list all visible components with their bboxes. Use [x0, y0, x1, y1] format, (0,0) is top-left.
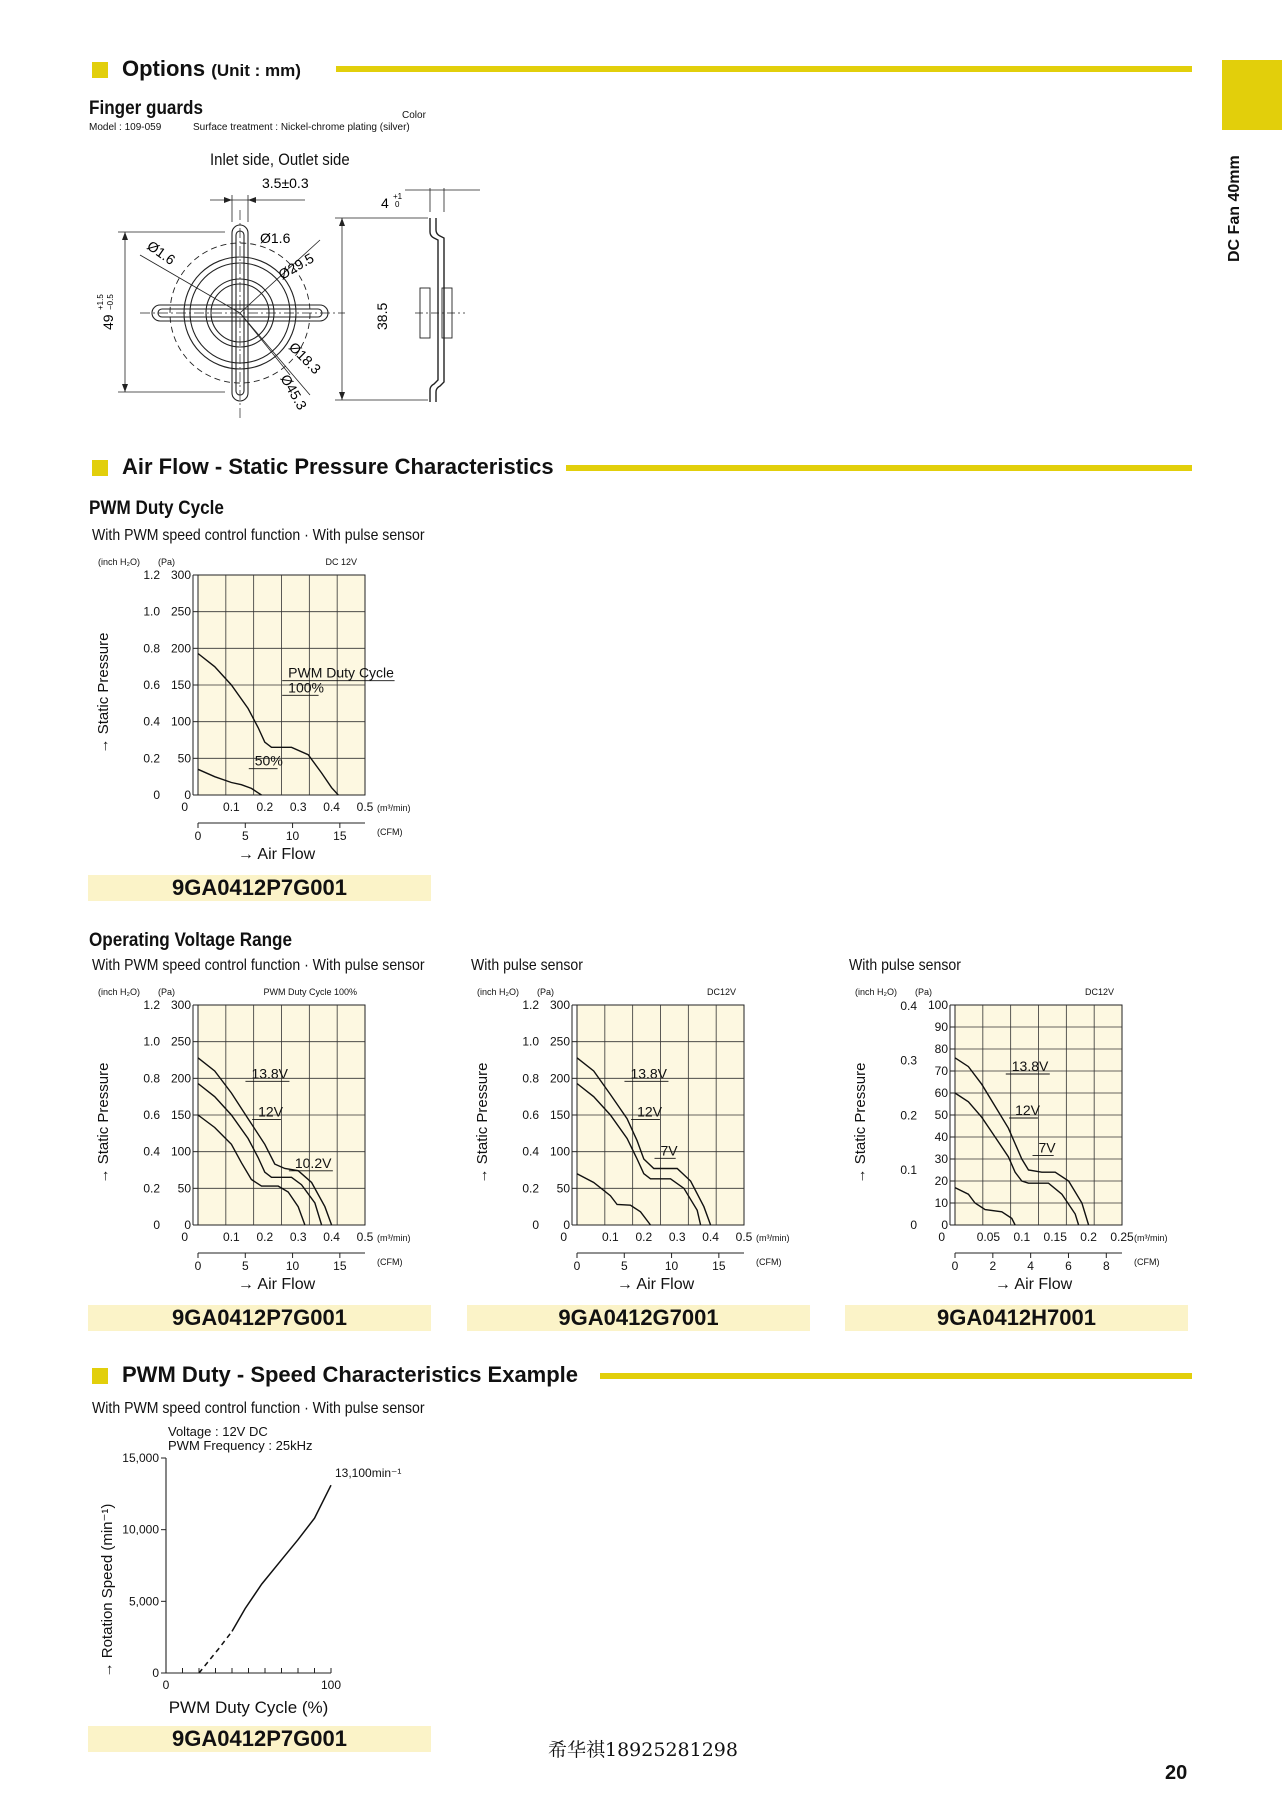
- x-tick-label: 0: [181, 800, 188, 814]
- inch-tick-label: 0.6: [522, 1108, 539, 1122]
- chart-corner-label: DC 12V: [325, 557, 357, 567]
- y-tick-label: 5,000: [128, 1594, 159, 1609]
- inch-tick-label: 0.6: [143, 678, 160, 692]
- finger-guard-drawing: [80, 170, 480, 430]
- x-tick-label: 0.1: [602, 1230, 619, 1244]
- x-tick-label: 0.1: [223, 1230, 240, 1244]
- x-tick-label: 0.3: [289, 1230, 307, 1244]
- y-tick-label: 0: [152, 1666, 159, 1680]
- series-label: 13.8V: [251, 1065, 289, 1082]
- cfm-unit: (CFM): [377, 1257, 403, 1267]
- y-tick-label: 0: [184, 788, 191, 802]
- ovr-title: Operating Voltage Range: [89, 930, 293, 951]
- cfm-tick-label: 5: [620, 1259, 628, 1273]
- y-axis-label: → Static Pressure: [95, 632, 112, 754]
- unit-pa: (Pa): [915, 987, 933, 997]
- inch-tick-label: 1.2: [522, 998, 539, 1012]
- chart-note: With PWM speed control function · With pulse sensor: [92, 1400, 425, 1417]
- unit-pa: (Pa): [158, 557, 176, 567]
- x-axis-label: → Air Flow: [994, 1276, 1073, 1293]
- model-line: Model : 109-059: [89, 122, 162, 133]
- speed-frequency: PWM Frequency : 25kHz: [168, 1438, 313, 1453]
- x-tick-label: 0.25: [1110, 1230, 1134, 1244]
- speed-series-dashed: [199, 1631, 232, 1673]
- speed-series-solid: [232, 1485, 331, 1631]
- x-tick-label: 0.15: [1043, 1230, 1067, 1244]
- x-tick-label: 0.4: [323, 1230, 340, 1244]
- inch-tick-label: 0.4: [143, 714, 160, 729]
- cfm-tick-label: 10: [664, 1259, 679, 1273]
- series-label: 7V: [660, 1142, 678, 1159]
- pwm-speed-title: PWM Duty - Speed Characteristics Example: [122, 1362, 579, 1387]
- dim-3-5: 3.5±0.3: [262, 175, 309, 191]
- side-tab: [1222, 60, 1282, 130]
- section-marker: [92, 1368, 108, 1384]
- y-tick-label: 0: [941, 1218, 948, 1232]
- y-tick-label: 60: [934, 1086, 948, 1100]
- cfm-tick-label: 0: [194, 829, 202, 843]
- x-unit: (m³/min): [377, 803, 411, 813]
- watermark: 希华祺18925281298: [548, 1739, 738, 1761]
- dim-49-tol-minus: −0.5: [106, 294, 115, 310]
- inch-tick-label: 1.2: [143, 568, 160, 582]
- cfm-tick-label: 15: [333, 829, 347, 843]
- dim-4: 4: [381, 195, 389, 211]
- y-tick-label: 50: [556, 1181, 570, 1196]
- x-tick-label: 0.5: [356, 800, 374, 814]
- finger-guards-title: Finger guards: [89, 98, 204, 119]
- inch-tick-label: 0.4: [143, 1144, 160, 1159]
- inch-tick-label: 0: [153, 1218, 160, 1232]
- y-tick-label: 300: [549, 998, 570, 1012]
- dim-45-3: Ø45.3: [277, 371, 311, 413]
- series-label: 12V: [637, 1103, 663, 1120]
- dim-4-tol-zero: 0: [395, 200, 400, 209]
- y-tick-label: 80: [934, 1042, 948, 1056]
- unit-pa: (Pa): [158, 987, 176, 997]
- cfm-tick-label: 15: [333, 1259, 347, 1273]
- cfm-tick-label: 0: [573, 1259, 581, 1273]
- y-tick-label: 100: [927, 998, 948, 1012]
- x-axis-label: → Air Flow: [616, 1276, 695, 1293]
- inch-tick-label: 0.8: [143, 1071, 160, 1086]
- section-rule: [600, 1373, 1192, 1379]
- x-axis-label: → Air Flow: [237, 846, 316, 863]
- inch-tick-label: 1.0: [143, 1034, 160, 1049]
- x-tick-label: 0.2: [635, 1230, 653, 1244]
- series-label: 12V: [1015, 1102, 1041, 1118]
- series-label: 13.8V: [1011, 1058, 1049, 1074]
- y-tick-label: 100: [549, 1144, 570, 1159]
- y-tick-label: 250: [170, 604, 191, 619]
- y-tick-label: 90: [934, 1020, 948, 1034]
- cfm-unit: (CFM): [756, 1257, 782, 1267]
- series-label: 100%: [288, 679, 324, 696]
- x-tick-label: 0.4: [323, 800, 340, 814]
- y-tick-label: 100: [170, 1144, 191, 1159]
- pwm-duty-title: PWM Duty Cycle: [89, 498, 224, 519]
- static-pressure-chart-9ga0412p7g001: [88, 975, 438, 1295]
- model-bar: 9GA0412P7G001: [88, 1305, 431, 1331]
- cfm-tick-label: 6: [1065, 1259, 1072, 1273]
- y-tick-label: 70: [934, 1064, 948, 1078]
- y-tick-label: 200: [170, 641, 191, 656]
- x-tick-label: 0.1: [1013, 1230, 1031, 1244]
- airflow-title: Air Flow - Static Pressure Characteristics: [122, 454, 554, 479]
- dim-1-6-b: Ø1.6: [144, 237, 179, 268]
- surface-line: Surface treatment : Nickel-chrome plating (silver): [193, 122, 410, 133]
- y-axis-label: → Static Pressure: [852, 1062, 869, 1184]
- x-tick-label: 0.2: [256, 1230, 274, 1244]
- chart-note: With pulse sensor: [471, 957, 583, 974]
- dim-4-tol-plus: +1: [393, 192, 403, 201]
- color-label: Color: [402, 110, 426, 121]
- dim-29-5: Ø29.5: [275, 249, 317, 283]
- y-axis-label: → Rotation Speed (min⁻¹): [99, 1503, 116, 1678]
- end-speed-label: 13,100min⁻¹: [335, 1466, 402, 1481]
- x-tick-label: 0: [162, 1678, 170, 1692]
- inch-tick-label: 1.0: [522, 1034, 539, 1049]
- static-pressure-chart-9ga0412p7g001: [88, 545, 438, 865]
- cfm-tick-label: 4: [1027, 1259, 1034, 1273]
- series-label: 13.8V: [630, 1065, 668, 1082]
- y-tick-label: 30: [934, 1152, 948, 1166]
- section-rule: [566, 465, 1192, 471]
- chart-corner-label: DC12V: [1084, 987, 1114, 997]
- page-number: 20: [1165, 1762, 1188, 1784]
- model-bar: 9GA0412P7G001: [88, 875, 431, 901]
- cfm-tick-label: 0: [951, 1259, 959, 1273]
- x-unit: (m³/min): [1134, 1233, 1168, 1243]
- y-tick-label: 20: [934, 1174, 948, 1188]
- unit-inch: (inch H₂O): [477, 987, 519, 997]
- y-tick-label: 50: [177, 751, 191, 766]
- dim-38-5: 38.5: [374, 302, 390, 330]
- inch-tick-label: 0.1: [900, 1163, 917, 1178]
- rotation-speed-chart: [88, 1440, 448, 1730]
- options-title-text: Options: [122, 56, 206, 81]
- inch-tick-label: 0.2: [900, 1108, 917, 1123]
- y-tick-label: 250: [170, 1034, 191, 1049]
- y-tick-label: 50: [177, 1181, 191, 1196]
- section-marker: [92, 460, 108, 476]
- x-axis-label: PWM Duty Cycle (%): [168, 1698, 329, 1717]
- chart-note: With PWM speed control function · With pulse sensor: [92, 527, 425, 544]
- options-unit: (Unit : mm): [211, 61, 301, 80]
- series-label: 12V: [258, 1103, 284, 1120]
- chart-corner-label: PWM Duty Cycle 100%: [263, 987, 357, 997]
- speed-voltage: Voltage : 12V DC: [168, 1424, 268, 1439]
- y-axis-label: → Static Pressure: [95, 1062, 112, 1184]
- x-unit: (m³/min): [377, 1233, 411, 1243]
- x-tick-label: 0.3: [289, 800, 307, 814]
- cfm-tick-label: 10: [285, 829, 300, 843]
- inch-tick-label: 1.0: [143, 604, 160, 619]
- x-tick-label: 0.1: [223, 800, 240, 814]
- x-tick-label: 0: [938, 1230, 945, 1244]
- x-tick-label: 0: [181, 1230, 188, 1244]
- unit-inch: (inch H₂O): [98, 557, 140, 567]
- x-axis-label: → Air Flow: [237, 1276, 316, 1293]
- cfm-tick-label: 10: [285, 1259, 300, 1273]
- unit-inch: (inch H₂O): [98, 987, 140, 997]
- inch-tick-label: 0.6: [143, 1108, 160, 1122]
- inch-tick-label: 1.2: [143, 998, 160, 1012]
- dim-49-tol-plus: +1.5: [96, 294, 105, 310]
- section-marker: [92, 62, 108, 78]
- x-unit: (m³/min): [756, 1233, 790, 1243]
- y-tick-label: 10,000: [122, 1522, 159, 1537]
- y-tick-label: 50: [934, 1108, 948, 1122]
- static-pressure-chart-9ga0412g7001: [467, 975, 817, 1295]
- y-tick-label: 200: [170, 1071, 191, 1086]
- model-bar: 9GA0412P7G001: [88, 1726, 431, 1752]
- chart-corner-label: DC12V: [706, 987, 736, 997]
- x-tick-label: 0.2: [256, 800, 274, 814]
- y-axis-label: → Static Pressure: [474, 1062, 491, 1184]
- inch-tick-label: 0: [910, 1218, 917, 1232]
- model-bar: 9GA0412H7001: [845, 1305, 1188, 1331]
- side-label: DC Fan 40mm: [1226, 155, 1243, 262]
- model-bar: 9GA0412G7001: [467, 1305, 810, 1331]
- dim-1-6-a: Ø1.6: [260, 230, 291, 246]
- series-label: PWM Duty Cycle: [288, 664, 394, 681]
- series-label: 10.2V: [294, 1154, 332, 1171]
- x-tick-label: 0.4: [702, 1230, 719, 1244]
- inch-tick-label: 0.3: [900, 1053, 917, 1068]
- series-label: 7V: [1038, 1139, 1056, 1156]
- y-tick-label: 150: [170, 678, 191, 692]
- cfm-tick-label: 8: [1102, 1259, 1110, 1273]
- x-tick-label: 0.05: [976, 1230, 1001, 1244]
- y-tick-label: 150: [170, 1108, 191, 1122]
- y-tick-label: 300: [170, 998, 191, 1012]
- x-tick-label: 0.5: [735, 1230, 753, 1244]
- drawing-title: Inlet side, Outlet side: [210, 150, 350, 169]
- cfm-tick-label: 0: [194, 1259, 202, 1273]
- inch-tick-label: 0.2: [143, 751, 160, 766]
- options-title: [122, 56, 301, 82]
- x-tick-label: 0.5: [356, 1230, 374, 1244]
- y-tick-label: 15,000: [122, 1451, 159, 1465]
- y-tick-label: 200: [549, 1071, 570, 1086]
- static-pressure-chart-9ga0412h7001: [845, 975, 1195, 1295]
- cfm-tick-label: 5: [241, 829, 249, 843]
- inch-tick-label: 0.4: [900, 998, 917, 1013]
- inch-tick-label: 0.8: [143, 641, 160, 656]
- inch-tick-label: 0.2: [522, 1181, 539, 1196]
- chart-note: With PWM speed control function · With pulse sensor: [92, 957, 425, 974]
- cfm-tick-label: 2: [989, 1259, 997, 1273]
- section-rule: [336, 66, 1192, 72]
- cfm-tick-label: 15: [712, 1259, 726, 1273]
- x-tick-label: 0.3: [668, 1230, 686, 1244]
- chart-note: With pulse sensor: [849, 957, 961, 974]
- cfm-tick-label: 5: [241, 1259, 249, 1273]
- y-tick-label: 100: [170, 714, 191, 729]
- series-label: 50%: [254, 752, 283, 769]
- y-tick-label: 40: [934, 1130, 948, 1144]
- cfm-unit: (CFM): [377, 827, 403, 837]
- unit-pa: (Pa): [537, 987, 555, 997]
- inch-tick-label: 0: [153, 788, 160, 802]
- y-tick-label: 150: [549, 1108, 570, 1122]
- inch-tick-label: 0: [532, 1218, 539, 1232]
- x-tick-label: 0.2: [1080, 1230, 1097, 1244]
- inch-tick-label: 0.2: [143, 1181, 160, 1196]
- dim-49: 49: [100, 314, 116, 330]
- x-tick-label: 0: [560, 1230, 567, 1244]
- dim-18-3: Ø18.3: [285, 338, 325, 378]
- inch-tick-label: 0.8: [522, 1071, 539, 1086]
- y-tick-label: 0: [563, 1218, 570, 1232]
- y-tick-label: 250: [549, 1034, 570, 1049]
- inch-tick-label: 0.4: [522, 1144, 539, 1159]
- y-tick-label: 10: [934, 1196, 948, 1210]
- x-tick-label: 100: [320, 1678, 342, 1692]
- y-tick-label: 300: [170, 568, 191, 582]
- unit-inch: (inch H₂O): [855, 987, 897, 997]
- y-tick-label: 0: [184, 1218, 191, 1232]
- cfm-unit: (CFM): [1134, 1257, 1160, 1267]
